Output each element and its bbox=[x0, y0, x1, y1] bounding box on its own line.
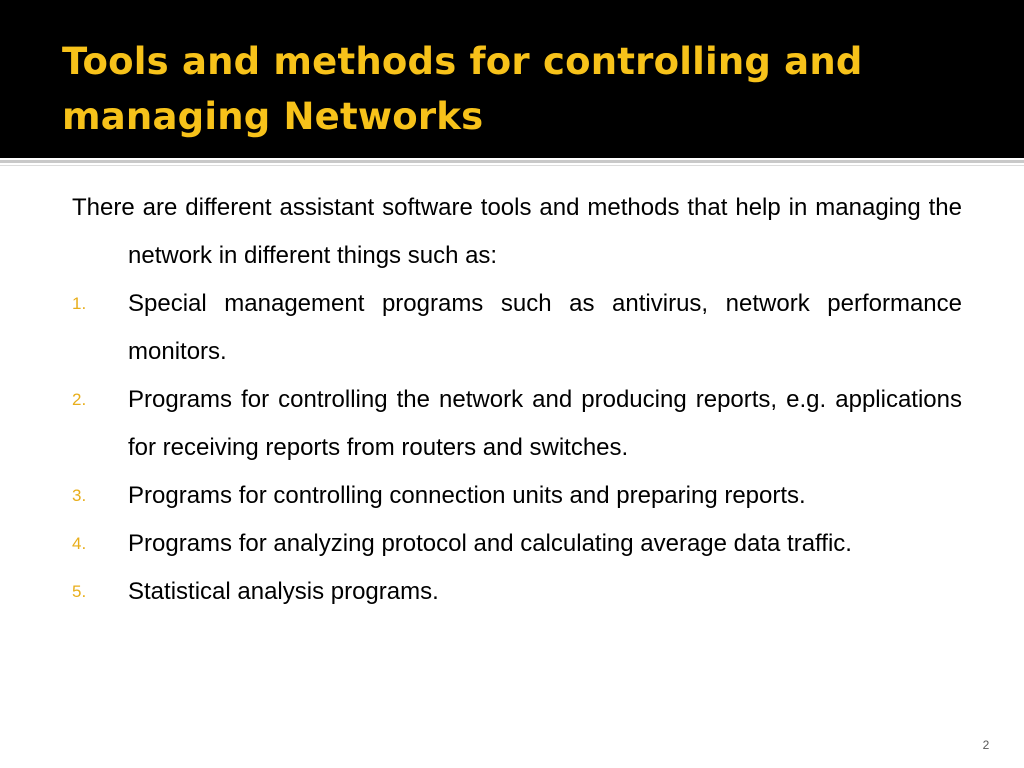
title-divider-thin bbox=[0, 165, 1024, 166]
title-bar bbox=[0, 0, 1024, 158]
list-item-text: Statistical analysis programs. bbox=[128, 578, 439, 605]
slide-body bbox=[72, 184, 962, 616]
list-number: 5. bbox=[72, 582, 87, 601]
list-item bbox=[72, 472, 962, 520]
list-number: 2. bbox=[72, 390, 87, 409]
list-item-text: Programs for analyzing protocol and calculating average data traffic. bbox=[128, 530, 852, 557]
title-divider bbox=[0, 160, 1024, 163]
list-item bbox=[72, 520, 962, 568]
page-number: 2 bbox=[982, 738, 990, 752]
list-item-text: Programs for controlling the network and producing reports, e.g. applications for receiving reports from routers and switches. bbox=[128, 386, 962, 461]
list-item bbox=[72, 376, 962, 472]
list-number: 4. bbox=[72, 534, 87, 553]
list-number: 1. bbox=[72, 294, 87, 313]
list-item-text: Programs for controlling connection units and preparing reports. bbox=[128, 482, 806, 509]
numbered-list bbox=[72, 280, 962, 616]
list-item bbox=[72, 568, 962, 616]
list-item bbox=[72, 280, 962, 376]
intro-paragraph: There are different assistant software tools and methods that help in managing the network in different things such as: bbox=[72, 194, 962, 269]
list-number: 3. bbox=[72, 486, 87, 505]
slide-title: Tools and methods for controlling and managing Networks bbox=[62, 40, 863, 138]
list-item-text: Special management programs such as antivirus, network performance monitors. bbox=[128, 290, 962, 365]
